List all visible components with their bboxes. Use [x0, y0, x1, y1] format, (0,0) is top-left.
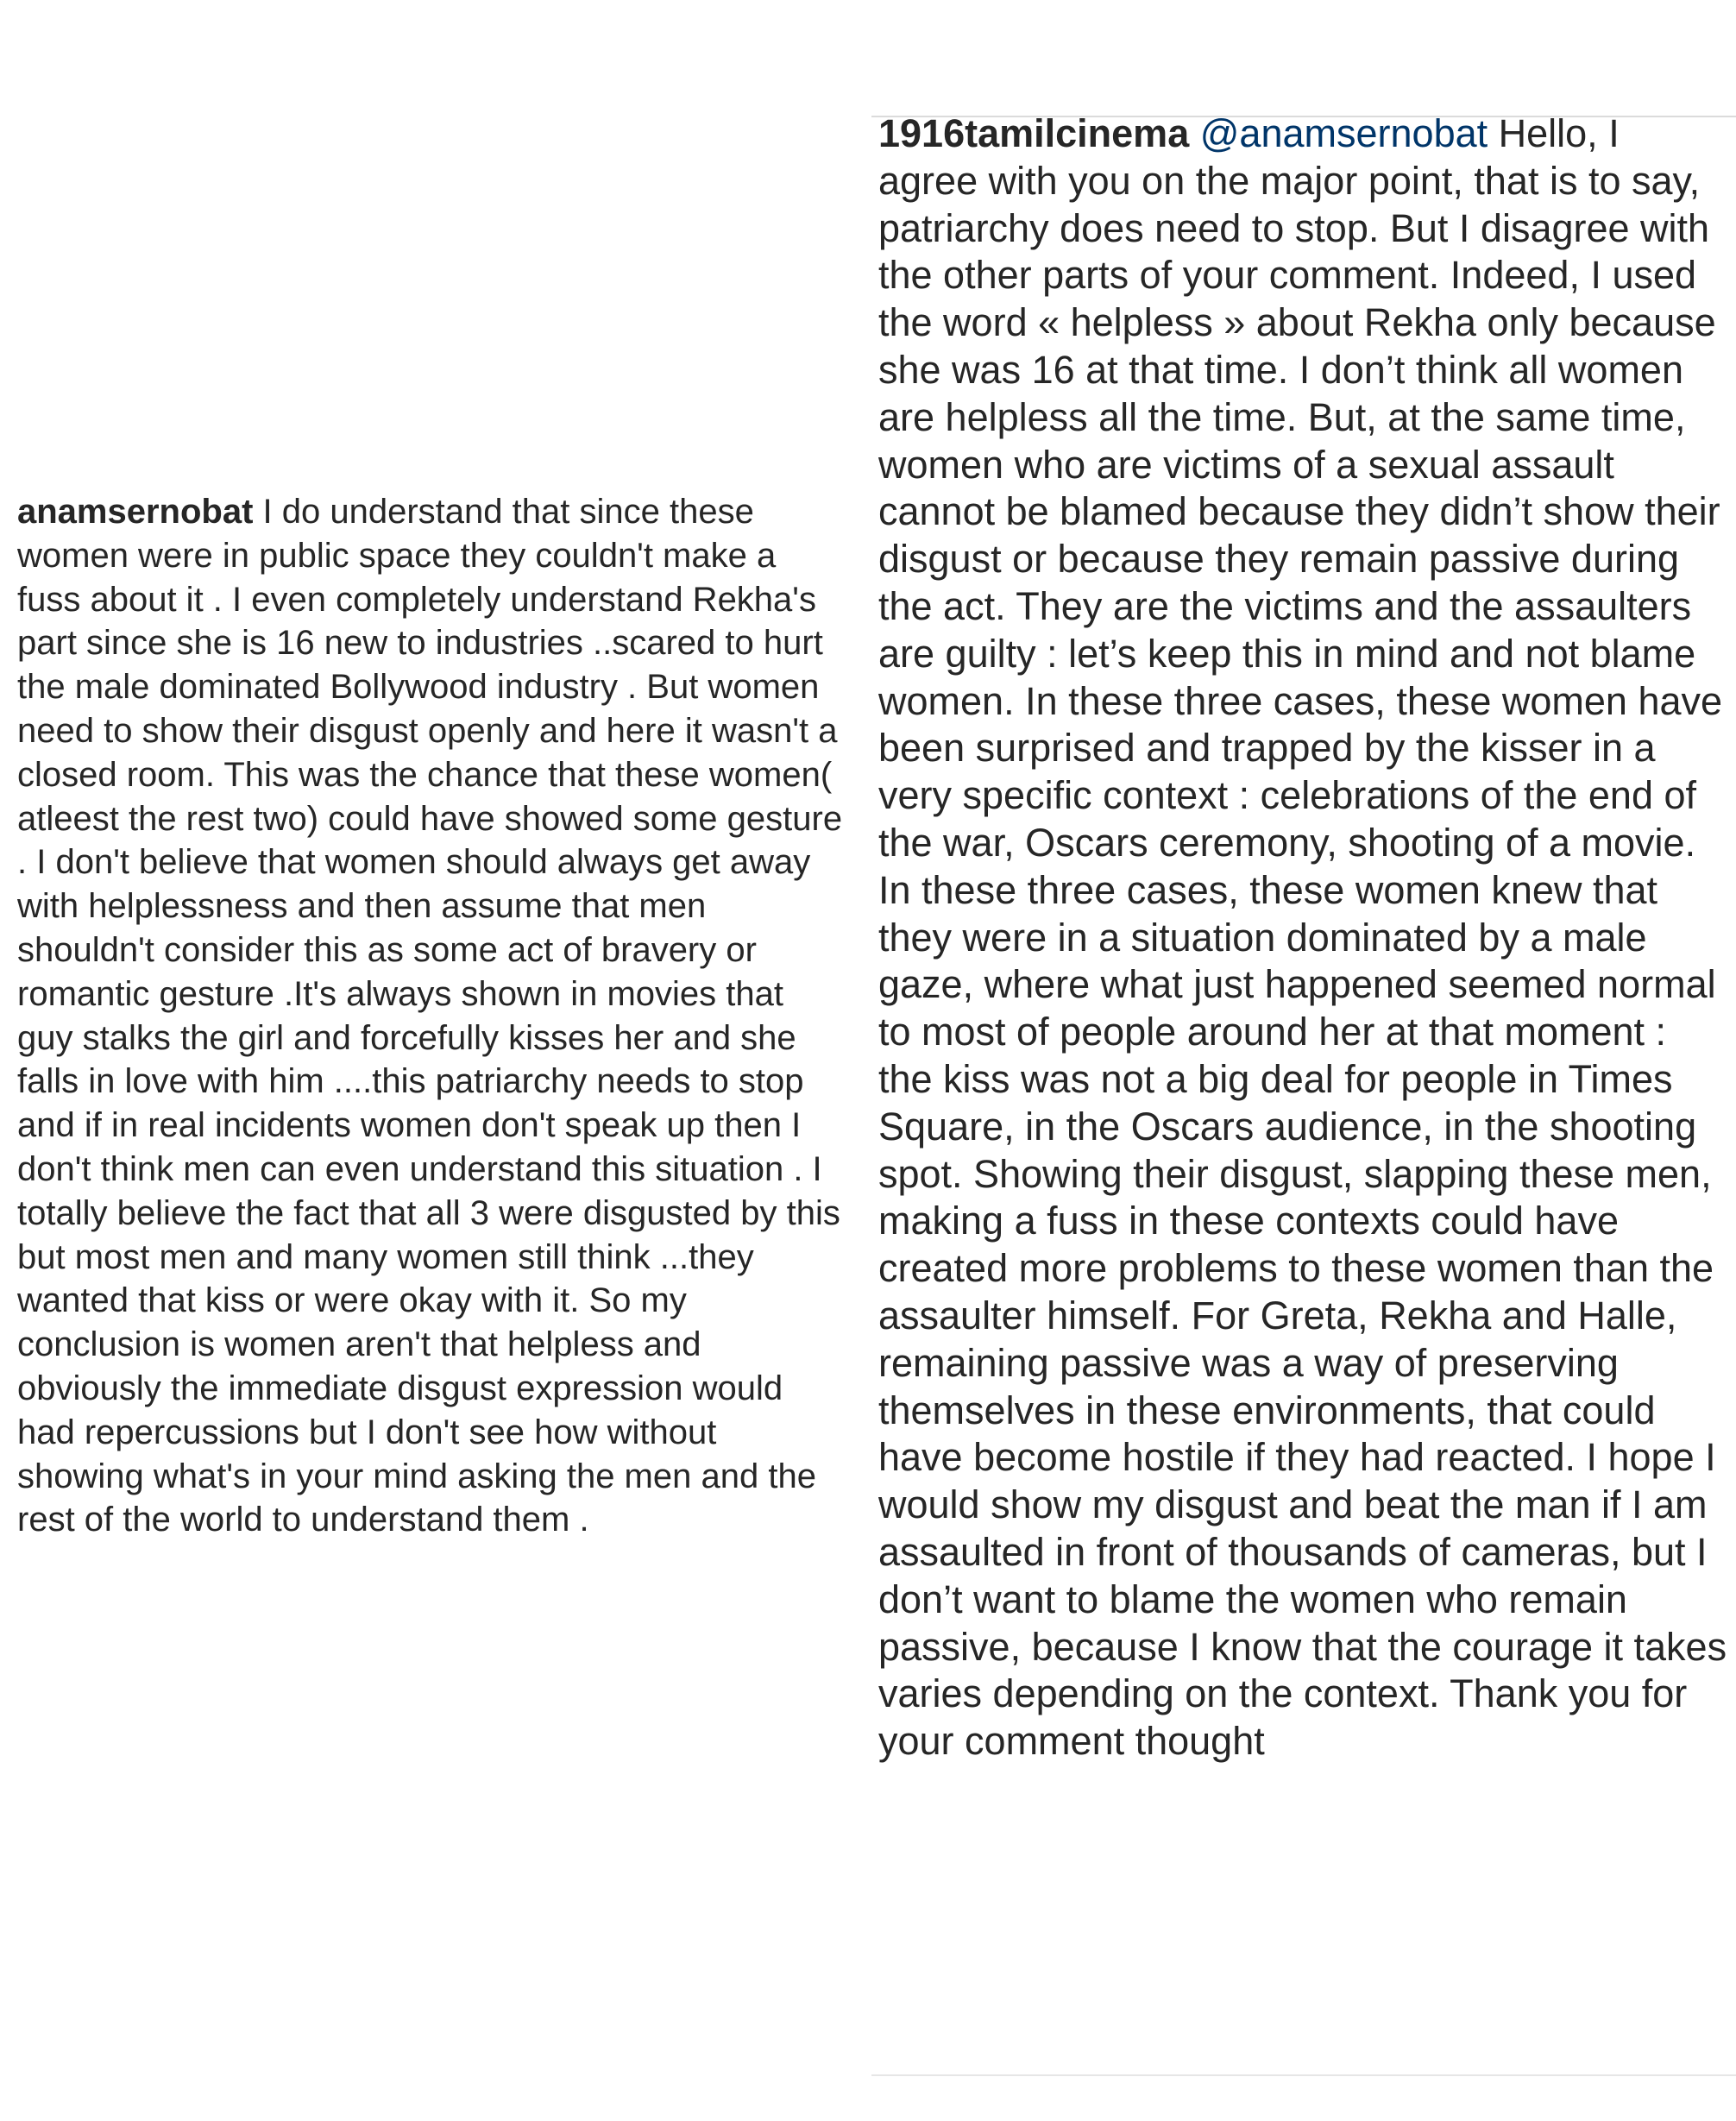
comment-username[interactable]: anamsernobat — [17, 493, 254, 531]
reply-1916tamilcinema — [878, 110, 1727, 2078]
comment-anamsernobat — [17, 490, 846, 1542]
reply-username[interactable]: 1916tamilcinema — [878, 111, 1190, 155]
comment-bottom-divider — [871, 2074, 1736, 2076]
reply-text: Hello, I agree with you on the major point, that is to say, patriarchy does need to stop. But I disagree with the other parts of your comment. Indeed, I used the word « helpless » about Rekha only because she was 16 at that time. I don’t think all women are helpless all the time. But, at the same time, women who are victims of a sexual assault cannot be blamed because they didn’t show their disgust or because they remain passive during the act. They are the victims and the assaulters are guilty : let’s keep this in mind and not blame women. In these three cases, these women have been surprised and trapped by the kisser in a very specific context : celebrations of the end of the war, Oscars ceremony, shooting of a movie. In these three cases, these women knew that they were in a situation dominated by a male gaze, where what just happened seemed normal to most of people around her at that moment : the kiss was not a big deal for people in Times Square, in the Oscars audience, in the shooting spot. Showing their disgust, slapping these men, making a fuss in these contexts could have created more problems to these women than the assaulter himself. For Greta, Rekha and Halle, remaining passive was a way of preserving themselves in these environments, that could have become hostile if they had reacted. I hope I would show my disgust and beat the man if I am assaulted in front of thousands of cameras, but I don’t want to blame the women who remain passive, because I know that the courage it takes varies depending on the context. Thank you for your comment thought — [878, 111, 1727, 1764]
reply-mention-link[interactable]: @anamsernobat — [1199, 111, 1488, 155]
comment-text: I do understand that since these women were in public space they couldn't make a fuss about it . I even completely understand Rekha's part since she is 16 new to industries ..scared to hurt the male dominated Bollywood industry . But women need to show their disgust openly and here it wasn't a closed room. This was the chance that these women( atleest the rest two) could have showed some gesture . I don't believe that women should always get away with helplessness and then assume that men shouldn't consider this as some act of bravery or romantic gesture .It's always shown in movies that guy stalks the girl and forcefully kisses her and she falls in love with him ....this patriarchy needs to stop and if in real incidents women don't speak up then I don't think men can even understand this situation . I totally believe the fact that all 3 were disgusted by this but most men and many women still think ...they wanted that kiss or were okay with it. So my conclusion is women aren't that helpless and obviously the immediate disgust expression would had repercussions but I don't see how without showing what's in your mind asking the men and the rest of the world to understand them . — [17, 493, 843, 1539]
